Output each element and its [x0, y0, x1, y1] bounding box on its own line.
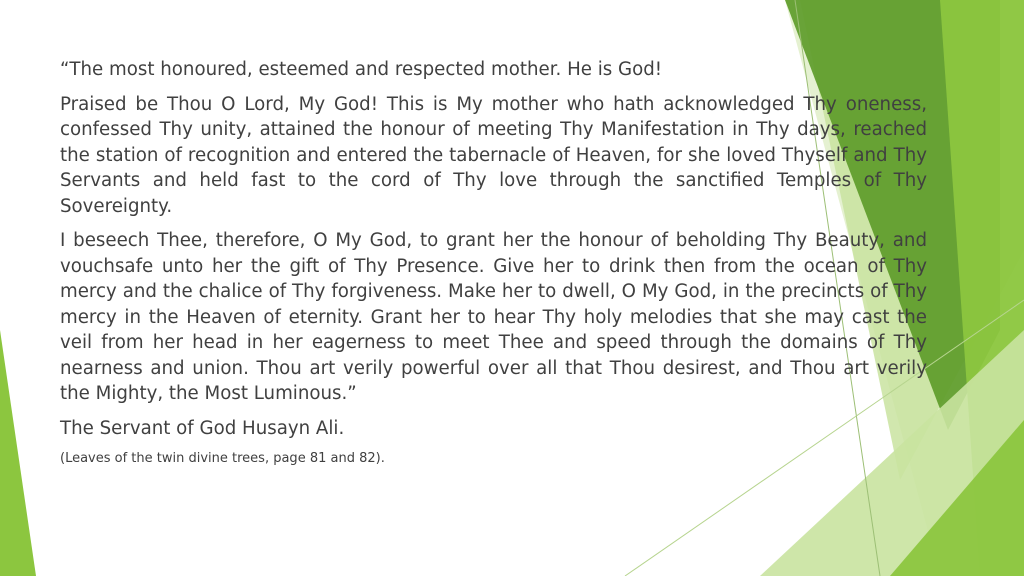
- supplication-paragraph: I beseech Thee, therefore, O My God, to grant her the honour of beholding Thy Beauty, and vouchsafe unto her the gift of Thy Presence. Give her to drink then from the ocean of Thy mercy and the chalice of Thy forgiveness. Make her to dwell, O My God, in the precincts of Thy mercy in the Heaven of eternity. Grant her to hear Thy holy melodies that she may cast the veil from her head in her eagerness to meet Thee and speed through the domains of Thy nearness and union. Thou art verily powerful over all that Thou desirest, and Thou art verily the Mighty, the Most Luminous.”: [60, 230, 927, 404]
- signature-line: The Servant of God Husayn Ali.: [60, 417, 345, 439]
- opening-line: “The most honoured, esteemed and respected mother. He is God!: [60, 59, 663, 80]
- left-corner-facet: [0, 330, 36, 576]
- praise-paragraph: Praised be Thou O Lord, My God! This is My mother who hath acknowledged Thy oneness, confessed Thy unity, attained the honour of meeting Thy Manifestation in Thy days, reached the station of recognition and entered the tabernacle of Heaven, for she loved Thyself and Thy Servants and held fast to the cord of Thy love through the sanctified Temples of Thy Sovereignty.: [60, 93, 927, 217]
- quotation-body: [60, 57, 927, 481]
- citation: (Leaves of the twin divine trees, page 81 and 82).: [60, 451, 385, 466]
